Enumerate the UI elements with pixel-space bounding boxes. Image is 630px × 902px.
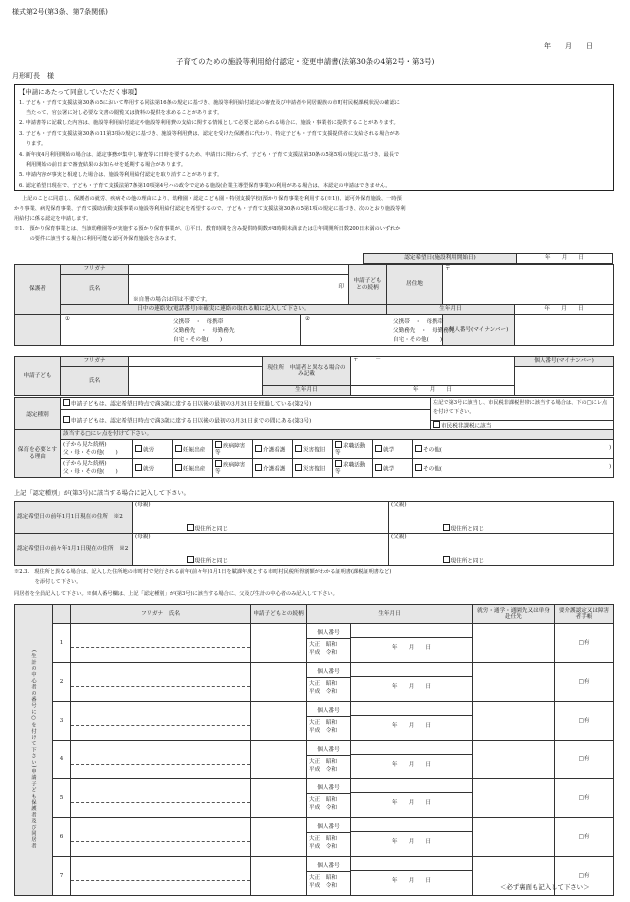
child-section-label: 申請子ども <box>15 357 61 396</box>
residence-table: 認定希望日の前年1月1日現在の住所 ※2 (母親) 現住所と同じ (父親) 現住所と同じ 認定希望日の前々年1月1日現在の住所 ※2 (母親) 現住所と同じ (父親) 現住所と同じ <box>14 501 614 566</box>
cert-type-3-option[interactable]: 申請子どもは、認定希望日時点で満3歳に達する日以後の最初の3月31日までの間にある(第3号) <box>61 410 431 432</box>
checkbox-icon[interactable] <box>433 421 440 428</box>
checkbox-icon[interactable] <box>415 445 422 452</box>
consent-item: 4. 新年度4月利用開始の場合は、認定事務が集中し審査等に日時を要するため、申請日に関わらず、子ども・子育て支援法第30条の5第5項の規定に基づき、最長で <box>19 151 400 158</box>
cert-type-table: 認定種別 申請子どもは、認定希望日時点で満3歳に達する日以後の最初の3月31日を経過している(第2号) 左記で第3号に該当し、市民税非課税世帯に該当する場合は、下の□にレ点を付けて下さい。 市民税非課税に該当 申請子どもは、認定希望日時点で満3歳に達する日以後の最初の3月31日までの間にある(第3号) <box>14 397 614 433</box>
footer-note: ＜必ず裏面も記入して下さい＞ <box>500 883 590 891</box>
checkbox-icon[interactable] <box>295 464 302 471</box>
checkbox-icon[interactable] <box>63 416 70 423</box>
member-name-field[interactable] <box>71 740 251 779</box>
guardian-mynumber-field[interactable] <box>515 315 614 346</box>
child-birth-field[interactable]: 年 月 日 <box>351 386 515 396</box>
member-name-field[interactable] <box>71 701 251 740</box>
member-birth-field[interactable]: 年 月 日 <box>351 818 473 857</box>
table-row: 5 個人番号 大正 昭和 平成 令和 年 月 日 □有 <box>15 779 614 818</box>
desired-date-field[interactable]: 年 月 日 <box>517 254 613 264</box>
member-name-field[interactable] <box>71 818 251 857</box>
table-row: 7 個人番号 大正 昭和 平成 令和 年 月 日 □有 <box>15 857 614 896</box>
reason-table: 保育を必要とする理由 該当する□にレ点を付けて下さい。 (子から見た続柄) 父・母・その他( ) 就労 妊娠出産 疾病障害等 介護看護 災害復旧 求職活動等 就学 その他( ) (子から見た続柄) 父・母・その他( ) 就労 妊娠出産 疾病障害等 介護看護 災害復旧 求職活動等 就学 その他( ) <box>14 429 614 478</box>
seal-note: ※自署の場合は印は不要です。 <box>133 296 211 303</box>
member-workplace-field[interactable] <box>473 818 555 857</box>
member-care-field[interactable]: □有 <box>555 701 614 740</box>
checkbox-icon[interactable] <box>215 441 222 448</box>
tax-exempt-option[interactable]: 市民税非課税に該当 <box>431 420 613 432</box>
residence-2-mother-field[interactable]: 現住所と同じ <box>177 534 389 566</box>
member-relation-field[interactable] <box>251 701 307 740</box>
member-care-field[interactable]: □有 <box>555 779 614 818</box>
table-row: 4 個人番号 大正 昭和 平成 令和 年 月 日 □有 <box>15 740 614 779</box>
member-birth-field[interactable]: 年 月 日 <box>351 779 473 818</box>
member-workplace-field[interactable] <box>473 624 555 663</box>
member-relation-field[interactable] <box>251 740 307 779</box>
checkbox-icon[interactable] <box>375 445 382 452</box>
child-address-field[interactable]: 〒 － <box>351 357 515 386</box>
guardian-section-label: 保護者 <box>15 265 61 315</box>
row-number: 3 <box>53 701 71 740</box>
member-name-field[interactable] <box>71 857 251 896</box>
member-workplace-field[interactable] <box>473 662 555 701</box>
member-care-field[interactable]: □有 <box>555 857 614 896</box>
guardian-table: 保護者 フリガナ 申請子どもとの続柄 居住地 〒 氏名 印 ※自署の場合は印は不要です。 日中の連絡先(電話番号)※確実に連絡の取れる順に記入して下さい。 生年月日 年 月 日 ① 父携帯 ・ 母携帯 父勤務先 ・ 母勤務先 自宅・その他( ) ② 父携帯 ・ 母携帯 父勤務先 ・ 母勤務先 自宅・その他( ) 個人番号(マイナンバー) <box>14 264 614 346</box>
guardian-address-field[interactable]: 〒 <box>443 265 614 305</box>
table-row: 3 個人番号 大正 昭和 平成 令和 年 月 日 □有 <box>15 701 614 740</box>
member-workplace-field[interactable] <box>473 701 555 740</box>
row-number: 5 <box>53 779 71 818</box>
residence-2-father-field[interactable]: 現住所と同じ <box>433 534 614 566</box>
child-furigana-field[interactable] <box>129 357 263 367</box>
row-number: 1 <box>53 624 71 663</box>
checkbox-icon[interactable] <box>135 464 142 471</box>
consent-box <box>14 84 614 191</box>
household-side-label: (生計の中心者の番号に○を付けて下さい)申請子ども保護者及び同居者 <box>15 605 53 896</box>
member-care-field[interactable]: □有 <box>555 624 614 663</box>
contact-2-field[interactable]: ② 父携帯 ・ 母携帯 父勤務先 ・ 母勤務先 自宅・その他( ) <box>301 315 443 346</box>
residence-intro: 上記「認定種別」が(第3号)に該当する場合に記入して下さい。 <box>14 490 190 497</box>
cert-type-2-option[interactable]: 申請子どもは、認定希望日時点で満3歳に達する日以後の最初の3月31日を経過している(第2号) <box>61 398 431 410</box>
checkbox-icon[interactable] <box>215 460 222 467</box>
table-row: 2 個人番号 大正 昭和 平成 令和 年 月 日 □有 <box>15 662 614 701</box>
member-care-field[interactable]: □有 <box>555 662 614 701</box>
consent-item: 6. 認定希望日現在で、子ども・子育て支援法第7条第10項第4号ハの政令で定める施設(企業主導型保育事業)の利用がある場合は、本認定の申請はできません。 <box>19 182 391 189</box>
checkbox-icon[interactable] <box>187 556 194 563</box>
row-number: 7 <box>53 857 71 896</box>
member-workplace-field[interactable] <box>473 740 555 779</box>
member-workplace-field[interactable] <box>473 779 555 818</box>
contact-label: 日中の連絡先(電話番号)※確実に連絡の取れる順に記入して下さい。 <box>61 305 387 315</box>
member-relation-field[interactable] <box>251 779 307 818</box>
residence-1-mother-field[interactable]: 現住所と同じ <box>177 502 389 534</box>
reason-relation-2[interactable]: (子から見た続柄) 父・母・その他( ) <box>61 459 133 478</box>
guardian-mynumber-label: 個人番号(マイナンバー) <box>443 315 515 346</box>
consent-item: 2. 申請書等に記載した内容は、施設等利用給付認定や施設等利用費の支給に関する情報として必要と認められる場合に、施設・事業者に提供することがあります。 <box>19 120 399 127</box>
row-number: 6 <box>53 818 71 857</box>
checkbox-icon[interactable] <box>415 464 422 471</box>
reason-relation-1[interactable]: (子から見た続柄) 父・母・その他( ) <box>61 440 133 459</box>
submission-date: 年 月 日 <box>544 42 593 50</box>
checkbox-icon[interactable] <box>135 445 142 452</box>
intro-text: 上記のことに同意し、保護者の就労、疾病その他の理由により、幼稚園・認定こども園・特別支援学校(預かり保育事業を利用する(※1))、認可外保育施設、一時預 かり事業、病児保育事業、子育て援助活動支援事業の施設等利用給付認定を希望するので、子ども・子育て支援法第30条の5第1項の規定に基づき、次のとおり施設等利 用給付に係る認定を申請します。 ※1. 預かり保育事業とは、当該幼稚園等が実施する預かり保育事業が、①平日、教育時間を含み提供時間数が8時間未満または②年間開所日数200日未満のいずれか の要件に該当する場合に利用可能な認可外保育施設を含みます。 <box>14 196 406 242</box>
checkbox-icon[interactable] <box>187 524 194 531</box>
member-relation-field[interactable] <box>251 818 307 857</box>
row-number: 2 <box>53 662 71 701</box>
consent-item: 利用開始の前日まで審査結果のお知らせを延期する場合があります。 <box>19 161 187 168</box>
note-2: ※2.3. 現住所と異なる場合は、記入した住所地の市町村で発行される前年(前々年)1月1日を賦課年度とする市町村民税所得割額がわかる証明書(課税証明書など) を添付して下さい。 <box>14 569 392 585</box>
checkbox-icon[interactable] <box>175 464 182 471</box>
guardian-name-field[interactable] <box>129 275 349 305</box>
member-birth-field[interactable]: 年 月 日 <box>351 857 473 896</box>
residence-1-father-field[interactable]: 現住所と同じ <box>433 502 614 534</box>
table-row: 6 個人番号 大正 昭和 平成 令和 年 月 日 □有 <box>15 818 614 857</box>
member-relation-field[interactable] <box>251 624 307 663</box>
tax-note: 左記で第3号に該当し、市民税非課税世帯に該当する場合は、下の□にレ点を付けて下さい。 <box>433 400 608 415</box>
checkbox-icon[interactable] <box>335 460 342 467</box>
checkbox-icon[interactable] <box>335 441 342 448</box>
checkbox-icon[interactable] <box>295 445 302 452</box>
table-row: 1 個人番号 大正 昭和 平成 令和 年 月 日 □有 <box>15 624 614 663</box>
row-number: 4 <box>53 740 71 779</box>
checkbox-icon[interactable] <box>175 445 182 452</box>
member-care-field[interactable]: □有 <box>555 740 614 779</box>
checkbox-icon[interactable] <box>375 464 382 471</box>
page-title: 子育てのための施設等利用給付認定・変更申請書(法第30条の4第2号・第3号) <box>176 57 435 66</box>
consent-item: 3. 子ども・子育て支援法第30条の11第3項の規定に基づき、施設等利用費は、認定を受けた保護者に代わり、特定子ども・子育て支援提供者に支給される場合があ <box>19 130 400 137</box>
contact-1-field[interactable]: ① 父携帯 ・ 母携帯 父勤務先 ・ 母勤務先 自宅・その他( ) <box>61 315 301 346</box>
consent-item: ります。 <box>19 141 47 148</box>
member-birth-field[interactable]: 年 月 日 <box>351 701 473 740</box>
consent-item: 1. 子ども・子育て支援法第30条の5において準用する同法第16条の規定に基づき、施設等利用給付認定の審査及び申請者や同居親族の市町村民税課税状況の確認に <box>19 99 400 106</box>
member-birth-field[interactable]: 年 月 日 <box>351 662 473 701</box>
member-birth-field[interactable]: 年 月 日 <box>351 624 473 663</box>
checkbox-icon[interactable] <box>255 445 262 452</box>
member-relation-field[interactable] <box>251 662 307 701</box>
household-intro: 同居者を全員記入して下さい。※個人番号欄は、上記「認定種別」が(第3号)に該当する場合に、父及び生計の中心者のみ記入して下さい。 <box>14 591 338 597</box>
guardian-furigana-field[interactable] <box>129 265 349 275</box>
member-name-field[interactable] <box>71 662 251 701</box>
checkbox-icon[interactable] <box>443 524 450 531</box>
form-number: 様式第2号(第3条、第7条関係) <box>12 8 108 16</box>
desired-date-table: 認定希望日(施設利用開始日) 年 月 日 <box>363 253 613 264</box>
member-relation-field[interactable] <box>251 857 307 896</box>
checkbox-icon[interactable] <box>443 556 450 563</box>
checkbox-icon[interactable] <box>255 464 262 471</box>
child-mynumber-field[interactable] <box>515 367 614 396</box>
household-table: (生計の中心者の番号に○を付けて下さい)申請子ども保護者及び同居者 フリガナ 氏名 申請子どもとの続柄 生年月日 就労・通学・通園先又は単身赴任先 要介護認定又は障害者手帳 1 個人番号 大正 昭和 平成 令和 年 月 日 □有 2 個人番号 大正 昭和 平成 令和 年 月 日 □有 3 個人番号 大正 昭和 平成 令和 年 月 日 □有 4 個人番号 大正 昭和 平成 令和 年 月 日 □有 5 個人番号 大正 昭和 平成 令和 年 月 日 □有 6 個人番号 大正 昭和 平成 令和 年 月 日 □有 7 個人番号 大正 昭和 平成 令和 年 月 日 □有 <box>14 604 614 896</box>
consent-item: 5. 申請内容が事実と相違した場合は、施設等利用給付認定を取り消すことがあります。 <box>19 172 223 179</box>
member-care-field[interactable]: □有 <box>555 818 614 857</box>
member-name-field[interactable] <box>71 624 251 663</box>
checkbox-icon[interactable] <box>63 399 70 406</box>
member-name-field[interactable] <box>71 779 251 818</box>
seal-mark: 印 <box>338 284 344 290</box>
member-birth-field[interactable]: 年 月 日 <box>351 740 473 779</box>
consent-item: 当たって、官公署に対し必要な文書の閲覧又は資料の提供を求めることがあります。 <box>19 109 223 116</box>
guardian-birth-field[interactable]: 年 月 日 <box>515 305 614 315</box>
consent-heading: 【申請にあたって同意していただく事項】 <box>19 88 141 96</box>
addressee: 月形町長 様 <box>12 72 54 80</box>
child-name-field[interactable] <box>129 367 263 396</box>
child-table: 申請子ども フリガナ 現住所 申請者と異なる場合のみ記載 〒 － 個人番号(マイナンバー) 氏名 生年月日 年 月 日 <box>14 356 614 396</box>
